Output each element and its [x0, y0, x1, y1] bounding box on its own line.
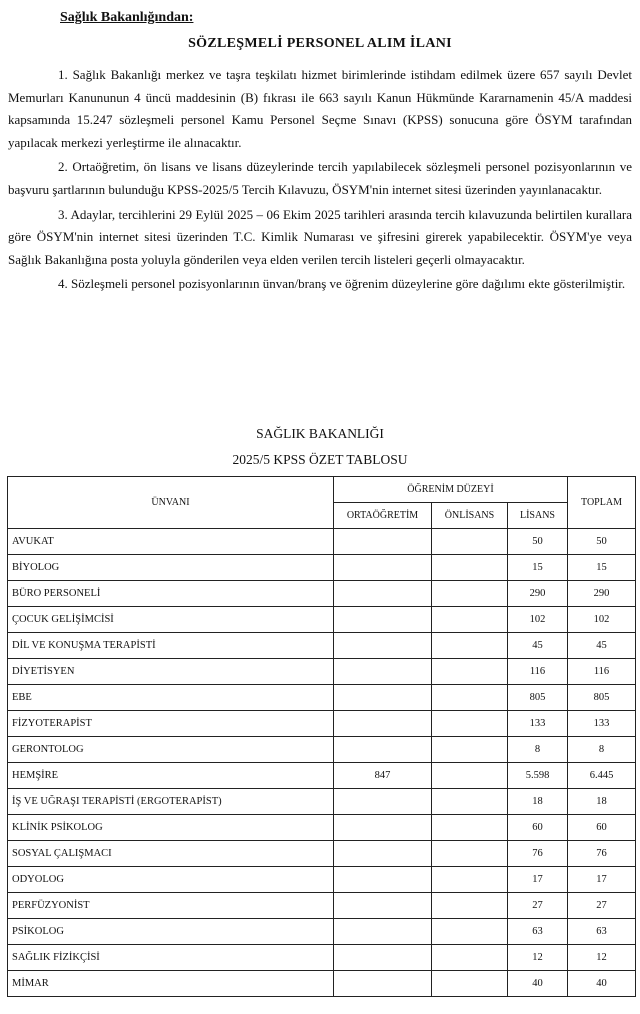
cell-onlisans: [432, 789, 508, 815]
issuing-ministry: Sağlık Bakanlığından:: [60, 10, 194, 25]
row-title: SAĞLIK FİZİKÇİSİ: [8, 945, 334, 971]
cell-toplam: 290: [568, 581, 636, 607]
cell-toplam: 116: [568, 659, 636, 685]
paragraph-1: 1. Sağlık Bakanlığı merkez ve taşra teşkilatı hizmet birimlerinde istihdam edilmek üzere 657 sayılı Devlet Memurları Kanununun 4 üncü maddesinin (B) fıkrası ile 663 sayılı Kanun Hükmünde Kararnamenin 45/A maddesi kapsamında 15.247 sözleşmeli personel Kamu Personel Seçme Sınavı (KPSS) sonucuna göre ÖSYM tarafından yapılacak merkezi yerleştirme ile alınacaktır.: [8, 67, 632, 150]
cell-toplam: 133: [568, 711, 636, 737]
cell-onlisans: [432, 737, 508, 763]
table-row: [8, 815, 636, 841]
cell-ortaogretim: [334, 685, 432, 711]
row-title: ODYOLOG: [8, 867, 334, 893]
row-title: ÇOCUK GELİŞİMCİSİ: [8, 607, 334, 633]
table-row: [8, 893, 636, 919]
cell-ortaogretim: [334, 711, 432, 737]
table-row: [8, 945, 636, 971]
cell-lisans: 102: [508, 607, 568, 633]
kpss-summary-table: [7, 476, 636, 997]
cell-onlisans: [432, 633, 508, 659]
cell-lisans: 76: [508, 841, 568, 867]
cell-ortaogretim: [334, 945, 432, 971]
table-row: [8, 711, 636, 737]
cell-lisans: 60: [508, 815, 568, 841]
table-row: [8, 529, 636, 555]
cell-lisans: 12: [508, 945, 568, 971]
table-row: [8, 555, 636, 581]
cell-ortaogretim: [334, 633, 432, 659]
cell-lisans: 133: [508, 711, 568, 737]
cell-ortaogretim: [334, 893, 432, 919]
table-row: [8, 789, 636, 815]
column-header-unvan: ÜNVANI: [8, 477, 334, 529]
cell-ortaogretim: [334, 841, 432, 867]
row-title: GERONTOLOG: [8, 737, 334, 763]
cell-ortaogretim: [334, 867, 432, 893]
cell-onlisans: [432, 815, 508, 841]
table-row: [8, 971, 636, 997]
paragraph-4: 4. Sözleşmeli personel pozisyonlarının ünvan/branş ve öğrenim düzeylerine göre dağılımı ekte gösterilmiştir.: [58, 276, 626, 292]
cell-lisans: 50: [508, 529, 568, 555]
row-title: KLİNİK PSİKOLOG: [8, 815, 334, 841]
cell-toplam: 27: [568, 893, 636, 919]
row-title: BÜRO PERSONELİ: [8, 581, 334, 607]
cell-toplam: 102: [568, 607, 636, 633]
table-heading-ministry: SAĞLIK BAKANLIĞI: [256, 426, 384, 441]
table-row: [8, 737, 636, 763]
cell-lisans: 17: [508, 867, 568, 893]
column-header-toplam: TOPLAM: [568, 477, 636, 529]
cell-lisans: 116: [508, 659, 568, 685]
row-title: HEMŞİRE: [8, 763, 334, 789]
cell-toplam: 17: [568, 867, 636, 893]
table-row: [8, 633, 636, 659]
cell-lisans: 8: [508, 737, 568, 763]
cell-toplam: 8: [568, 737, 636, 763]
cell-lisans: 63: [508, 919, 568, 945]
cell-ortaogretim: [334, 555, 432, 581]
column-header-onlisans: ÖNLİSANS: [432, 503, 508, 529]
cell-onlisans: [432, 971, 508, 997]
table-row: [8, 685, 636, 711]
cell-onlisans: [432, 581, 508, 607]
cell-onlisans: [432, 529, 508, 555]
cell-ortaogretim: [334, 971, 432, 997]
row-title: İŞ VE UĞRAŞI TERAPİSTİ (ERGOTERAPİST): [8, 789, 334, 815]
table-row: [8, 581, 636, 607]
cell-toplam: 6.445: [568, 763, 636, 789]
cell-ortaogretim: [334, 529, 432, 555]
row-title: BİYOLOG: [8, 555, 334, 581]
cell-onlisans: [432, 763, 508, 789]
row-title: FİZYOTERAPİST: [8, 711, 334, 737]
table-row: [8, 763, 636, 789]
paragraph-2: 2. Ortaöğretim, ön lisans ve lisans düzeylerinde tercih yapılabilecek sözleşmeli personel pozisyonlarının ve başvuru şartlarının bulunduğu KPSS-2025/5 Tercih Kılavuzu, ÖSYM'nin internet sitesi üzerinden yayınlanacaktır.: [8, 159, 632, 197]
cell-ortaogretim: [334, 659, 432, 685]
column-header-ogrenim-duzeyi: ÖĞRENİM DÜZEYİ: [334, 477, 568, 503]
row-title: MİMAR: [8, 971, 334, 997]
table-row: [8, 867, 636, 893]
row-title: PSİKOLOG: [8, 919, 334, 945]
row-title: SOSYAL ÇALIŞMACI: [8, 841, 334, 867]
cell-onlisans: [432, 867, 508, 893]
cell-toplam: 50: [568, 529, 636, 555]
cell-toplam: 63: [568, 919, 636, 945]
cell-ortaogretim: [334, 789, 432, 815]
cell-toplam: 40: [568, 971, 636, 997]
cell-ortaogretim: [334, 815, 432, 841]
cell-onlisans: [432, 685, 508, 711]
column-header-lisans: LİSANS: [508, 503, 568, 529]
cell-onlisans: [432, 919, 508, 945]
cell-onlisans: [432, 841, 508, 867]
cell-toplam: 45: [568, 633, 636, 659]
cell-toplam: 18: [568, 789, 636, 815]
table-row: [8, 607, 636, 633]
cell-lisans: 5.598: [508, 763, 568, 789]
column-header-ortaogretim: ORTAÖĞRETİM: [334, 503, 432, 529]
cell-toplam: 12: [568, 945, 636, 971]
row-title: PERFÜZYONİST: [8, 893, 334, 919]
row-title: DİYETİSYEN: [8, 659, 334, 685]
row-title: DİL VE KONUŞMA TERAPİSTİ: [8, 633, 334, 659]
table-row: [8, 659, 636, 685]
cell-toplam: 76: [568, 841, 636, 867]
cell-ortaogretim: [334, 581, 432, 607]
cell-lisans: 805: [508, 685, 568, 711]
row-title: AVUKAT: [8, 529, 334, 555]
cell-onlisans: [432, 607, 508, 633]
cell-toplam: 15: [568, 555, 636, 581]
table-body: [8, 529, 636, 997]
cell-onlisans: [432, 945, 508, 971]
cell-lisans: 290: [508, 581, 568, 607]
cell-lisans: 15: [508, 555, 568, 581]
paragraph-3: 3. Adaylar, tercihlerini 29 Eylül 2025 – 06 Ekim 2025 tarihleri arasında tercih kılavuzunda belirtilen kurallara göre ÖSYM'nin internet sitesi üzerinden T.C. Kimlik Numarası ve şifresini girerek yapabilecektir. ÖSYM'ye veya Sağlık Bakanlığına posta yoluyla gönderilen veya elden verilen tercih listeleri geçerli olmayacaktır.: [8, 206, 632, 267]
cell-toplam: 805: [568, 685, 636, 711]
cell-ortaogretim: 847: [334, 763, 432, 789]
table-row: [8, 919, 636, 945]
row-title: EBE: [8, 685, 334, 711]
cell-toplam: 60: [568, 815, 636, 841]
cell-lisans: 18: [508, 789, 568, 815]
cell-ortaogretim: [334, 607, 432, 633]
announcement-body: [8, 64, 632, 298]
cell-lisans: 40: [508, 971, 568, 997]
cell-onlisans: [432, 555, 508, 581]
cell-onlisans: [432, 659, 508, 685]
cell-ortaogretim: [334, 919, 432, 945]
cell-onlisans: [432, 893, 508, 919]
cell-ortaogretim: [334, 737, 432, 763]
table-row: [8, 841, 636, 867]
table-heading-summary: 2025/5 KPSS ÖZET TABLOSU: [232, 452, 408, 467]
cell-lisans: 27: [508, 893, 568, 919]
notice-title: SÖZLEŞMELİ PERSONEL ALIM İLANI: [188, 36, 452, 51]
cell-lisans: 45: [508, 633, 568, 659]
cell-onlisans: [432, 711, 508, 737]
